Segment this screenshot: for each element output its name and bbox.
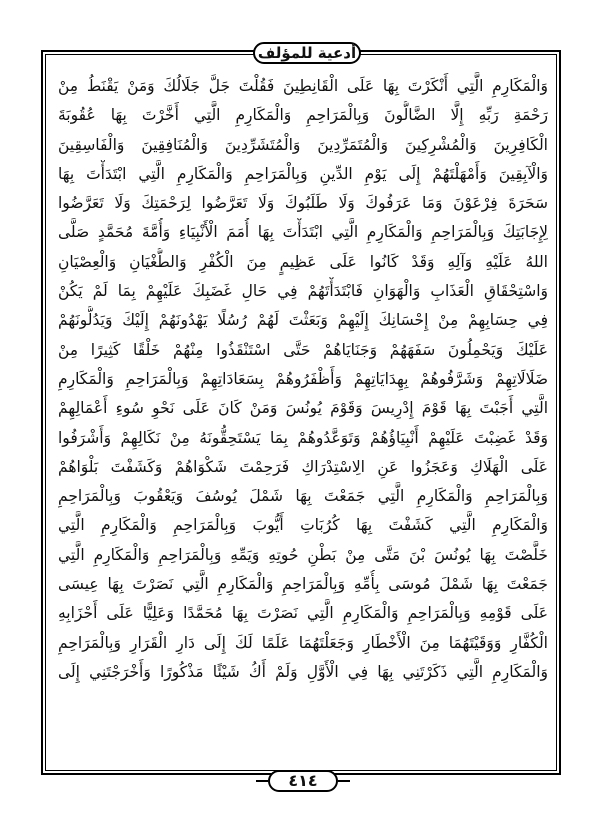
page-number-ornament-left: [256, 780, 268, 782]
running-header: أدعية للمؤلف: [253, 42, 361, 64]
text-line: الَّتِي أَجَبْتَ بِهَا قَوْمَ إِدْرِيسَ وَقَوْمَ يُونُسَ وَمَنْ كَانَ عَلَى نَحْوِ سُوءِ أَعْمَالِهِمْ: [58, 399, 548, 418]
text-line: الْكُفَّارِ وَوَقَيْتَهُمَا مِنَ الْأَخْطَارِ وَجَعَلْتَهُمَا عَلَمًا لَكَ إِلَى دَارِ الْقَرَارِ وَبِالْمَرَاحِمِ: [58, 633, 548, 652]
text-line: ضَلَالَاتِهِمْ وَشَرَّفُوهُمْ بِهِدَايَاتِهِمْ وَأَظْفَرُوهُمْ بِسَعَادَاتِهِمْ وَبِالْمَرَاحِمِ وَالْمَكَارِمِ: [58, 369, 548, 388]
text-line: عَلَيْكَ وَيَحْمِلُونَ سَفَهَهُمْ وَجَنَايَاهُمْ حَتَّى اسْتَنْقَذُوا مِنْهُمْ خَلْقًا كَثِيرًا مِنْ: [58, 340, 548, 359]
text-line: رَحْمَةِ رَبِّهِ إِلَّا الضَّالُّونَ وَبِالْمَرَاحِمِ وَالْمَكَارِمِ الَّتِي أَخَّرْتَ بِهَا عُقُوبَةَ: [58, 106, 548, 125]
page-number-badge: [258, 770, 348, 792]
text-line: سَحَرَةَ فِرْعَوْنَ وَمَا عَرَفُوكَ وَلَا طَلَبُوكَ وَلَا تَعَرَّضُوا لِرَحْمَتِكَ وَلَا تَعَرَّضُوا: [58, 194, 548, 213]
text-line: خَلَّصْتَ بِهَا يُونُسَ بْنَ مَتَّى مِنْ بَطْنِ حُوتِهِ وَيَمِّهِ وَبِالْمَرَاحِمِ وَالْمَكَارِمِ الَّتِي: [58, 545, 548, 564]
body-text: [58, 72, 548, 764]
page-number: ٤١٤: [268, 770, 338, 792]
text-line: لِإِجَابَتِكَ وَبِالْمَرَاحِمِ وَالْمَكَارِمِ الَّتِي ابْتَدَأْتَ بِهَا أُمَمَ الْأَنْبِيَاءِ وَأُمَّةَ مُحَمَّدٍ صَلَّى: [58, 223, 548, 242]
text-line: عَلَى الْهَلَاكِ وَعَجَزُوا عَنِ الِاسْتِدْرَاكِ فَرَحِمْتَ شَكْوَاهُمْ وَكَشَفْتَ بَلْوَاهُمْ: [58, 457, 548, 476]
text-line: وَقَدْ غَضِبْتَ عَلَيْهِمْ أَنْبِيَاؤُهُمْ وَتَوَعَّدُوهُمْ بِمَا يَسْتَحِقُّونَهُ مِنْ نَكَالِهِمْ وَأَشْرَفُوا: [58, 428, 548, 447]
text-line: عَلَى قَوْمِهِ وَبِالْمَرَاحِمِ وَالْمَكَارِمِ الَّتِي نَصَرْتَ بِهَا مُحَمَّدًا وَعَلِيًّا عَلَى أَحْزَابِهِ: [58, 604, 548, 623]
text-line: وَالْمَكَارِمِ الَّتِي كَشَفْتَ بِهَا كُرُبَاتِ أَيُّوبَ وَبِالْمَرَاحِمِ وَالْمَكَارِمِ الَّتِي: [58, 516, 548, 535]
text-line: وَبِالْمَرَاحِمِ وَالْمَكَارِمِ الَّتِي جَمَعْتَ بِهَا شَمْلَ يُوسُفَ وَيَعْقُوبَ وَبِالْمَرَاحِمِ: [58, 487, 548, 506]
text-line: وَالْمَكَارِمِ الَّتِي ذَكَرْتَنِي بِهَا فِي الْأَوَّلِ وَلَمْ أَكُ شَيْئًا مَذْكُورًا وَأَخْرَجْتَنِي إِلَى: [58, 662, 548, 681]
text-line: الْكَافِرِينَ وَالْمُشْرِكِينَ وَالْمُتَمَرِّدِينَ وَالْمُتَشَرِّدِينَ وَالْمُنَافِقِينَ وَالْفَاسِقِينَ: [58, 135, 548, 154]
page-number-ornament-right: [338, 780, 350, 782]
text-line: وَالْمَكَارِمِ الَّتِي أَنْكَرْتَ بِهَا عَلَى الْقَانِطِينَ فَقُلْتَ جَلَّ جَلَالُكَ وَمَنْ يَقْنَطُ مِنْ: [58, 77, 548, 95]
text-line: وَاسْتِحْقَاقِ الْعَذَابِ وَالْهَوَانِ فَابْتَدَأْتَهُمْ فِي حَالِ غَضَبِكَ عَلَيْهِمْ بِمَا لَمْ يَكُنْ: [58, 282, 548, 301]
text-line: جَمَعْتَ بِهَا شَمْلَ مُوسَى بِأُمِّهِ وَبِالْمَرَاحِمِ وَالْمَكَارِمِ الَّتِي نَصَرْتَ بِهَا عِيسَى: [58, 575, 548, 594]
text-line: اللهُ عَلَيْهِ وَآلِهِ وَقَدْ كَانُوا عَلَى عَظِيمٍ مِنَ الْكُفْرِ وَالطُّغْيَانِ وَالْعِصْيَانِ: [58, 252, 548, 271]
text-line: وَالْآبِقِينَ وَأَمْهَلْتَهُمْ إِلَى يَوْمِ الدِّينِ وَبِالْمَرَاحِمِ وَالْمَكَارِمِ الَّتِي ابْتَدَأْتَ بِهَا: [58, 164, 548, 183]
text-line: فِي حِسَابِهِمْ مِنْ إِحْسَانِكَ إِلَيْهِمْ وَبَعَثْتَ لَهُمْ رُسُلًا يَهْدُونَهُمْ إِلَيْكَ وَيَدُلُّونَهُمْ: [58, 311, 548, 330]
